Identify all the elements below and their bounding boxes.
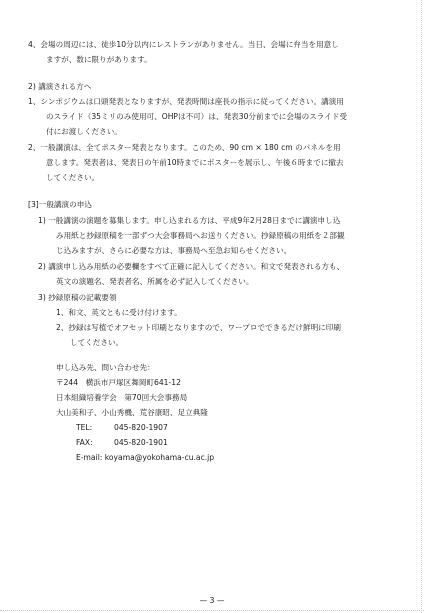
section2-p1-line-2: のスライド（35ミリのみ使用可、OHPは不可）は、発表30分前までに会場のスライド受 [46, 112, 347, 121]
contact-organization: 日本組織培養学会 第70回大会事務局 [56, 393, 188, 402]
page-edge-right [421, 0, 422, 613]
contact-tel-label: TEL: [76, 423, 93, 432]
contact-fax: 045-820-1901 [114, 438, 168, 447]
section3-p3-item-2-line-2: してください。 [70, 338, 124, 347]
section2-p1-line-1: 1、シンポジウムは口頭発表となりますが、発表時間は座長の指示に従ってください。講演用 [28, 97, 344, 106]
contact-fax-label: FAX: [76, 438, 93, 447]
section3-p3-item-2-line-1: 2、抄録は写植でオフセット印刷となりますので、ワープロでできるだけ鮮明に印刷 [56, 323, 341, 332]
item4-line-1: 4、会場の周辺には、徒歩10分以内にレストランがありません。当日、会場に弁当を用意し [28, 40, 339, 49]
contact-names: 大山美和子、小山秀機、荒谷康昭、足立典隆 [56, 408, 208, 417]
section3-p1-line-1: 1) 一般講演の演題を募集します。申し込まれる方は、平成9年2月28日までに講演申し込 [38, 216, 341, 225]
section2-heading: 2) 講演される方へ [28, 82, 92, 91]
contact-heading: 申し込み先、問い合わせ先： [56, 363, 155, 372]
section3-p1-line-3: じ込みますが、さらに必要な方は、事務局へ至急お知らせください。 [56, 246, 292, 255]
section3-p3-item-1: 1、和文、英文ともに受け付けます。 [56, 308, 182, 317]
section3-p1-line-2: み用紙と抄録原稿を一部ずつ大会事務局へお送りください。抄録原稿の用紙を２部観 [56, 231, 345, 240]
page-number: — 3 — [199, 596, 225, 605]
section2-p2-line-1: 2、一般講演は、全てポスター発表となります。このため、90 cm × 180 cm のパネルを用 [28, 143, 341, 152]
contact-address: 〒244 横浜市戸塚区舞岡町641-12 [56, 378, 181, 387]
section2-p1-line-3: 付にお渡しください。 [46, 127, 122, 136]
section3-p3-heading: 3) 抄録原稿の記載要領 [38, 293, 117, 302]
item4-line-2: ますが、数に限りがあります。 [46, 55, 152, 64]
section3-heading: [3]一般講演の申込 [28, 200, 92, 209]
contact-email: E-mail: koyama@yokohama-cu.ac.jp [76, 453, 215, 462]
section3-p2-line-1: 2) 講演申し込み用紙の必要欄をすべて正確に記入してください。和文で発表される方も、 [38, 262, 345, 271]
section3-p2-line-2: 英文の演題名、発表者名、所属を必ず記入してください。 [56, 277, 254, 286]
section2-p2-line-2: 意します。発表者は、発表日の午前10時までにポスターを展示し、午後６時までに撤去 [46, 158, 344, 167]
page-edge-bottom [0, 610, 424, 611]
contact-tel: 045-820-1907 [114, 423, 168, 432]
section2-p2-line-3: してください。 [46, 173, 100, 182]
